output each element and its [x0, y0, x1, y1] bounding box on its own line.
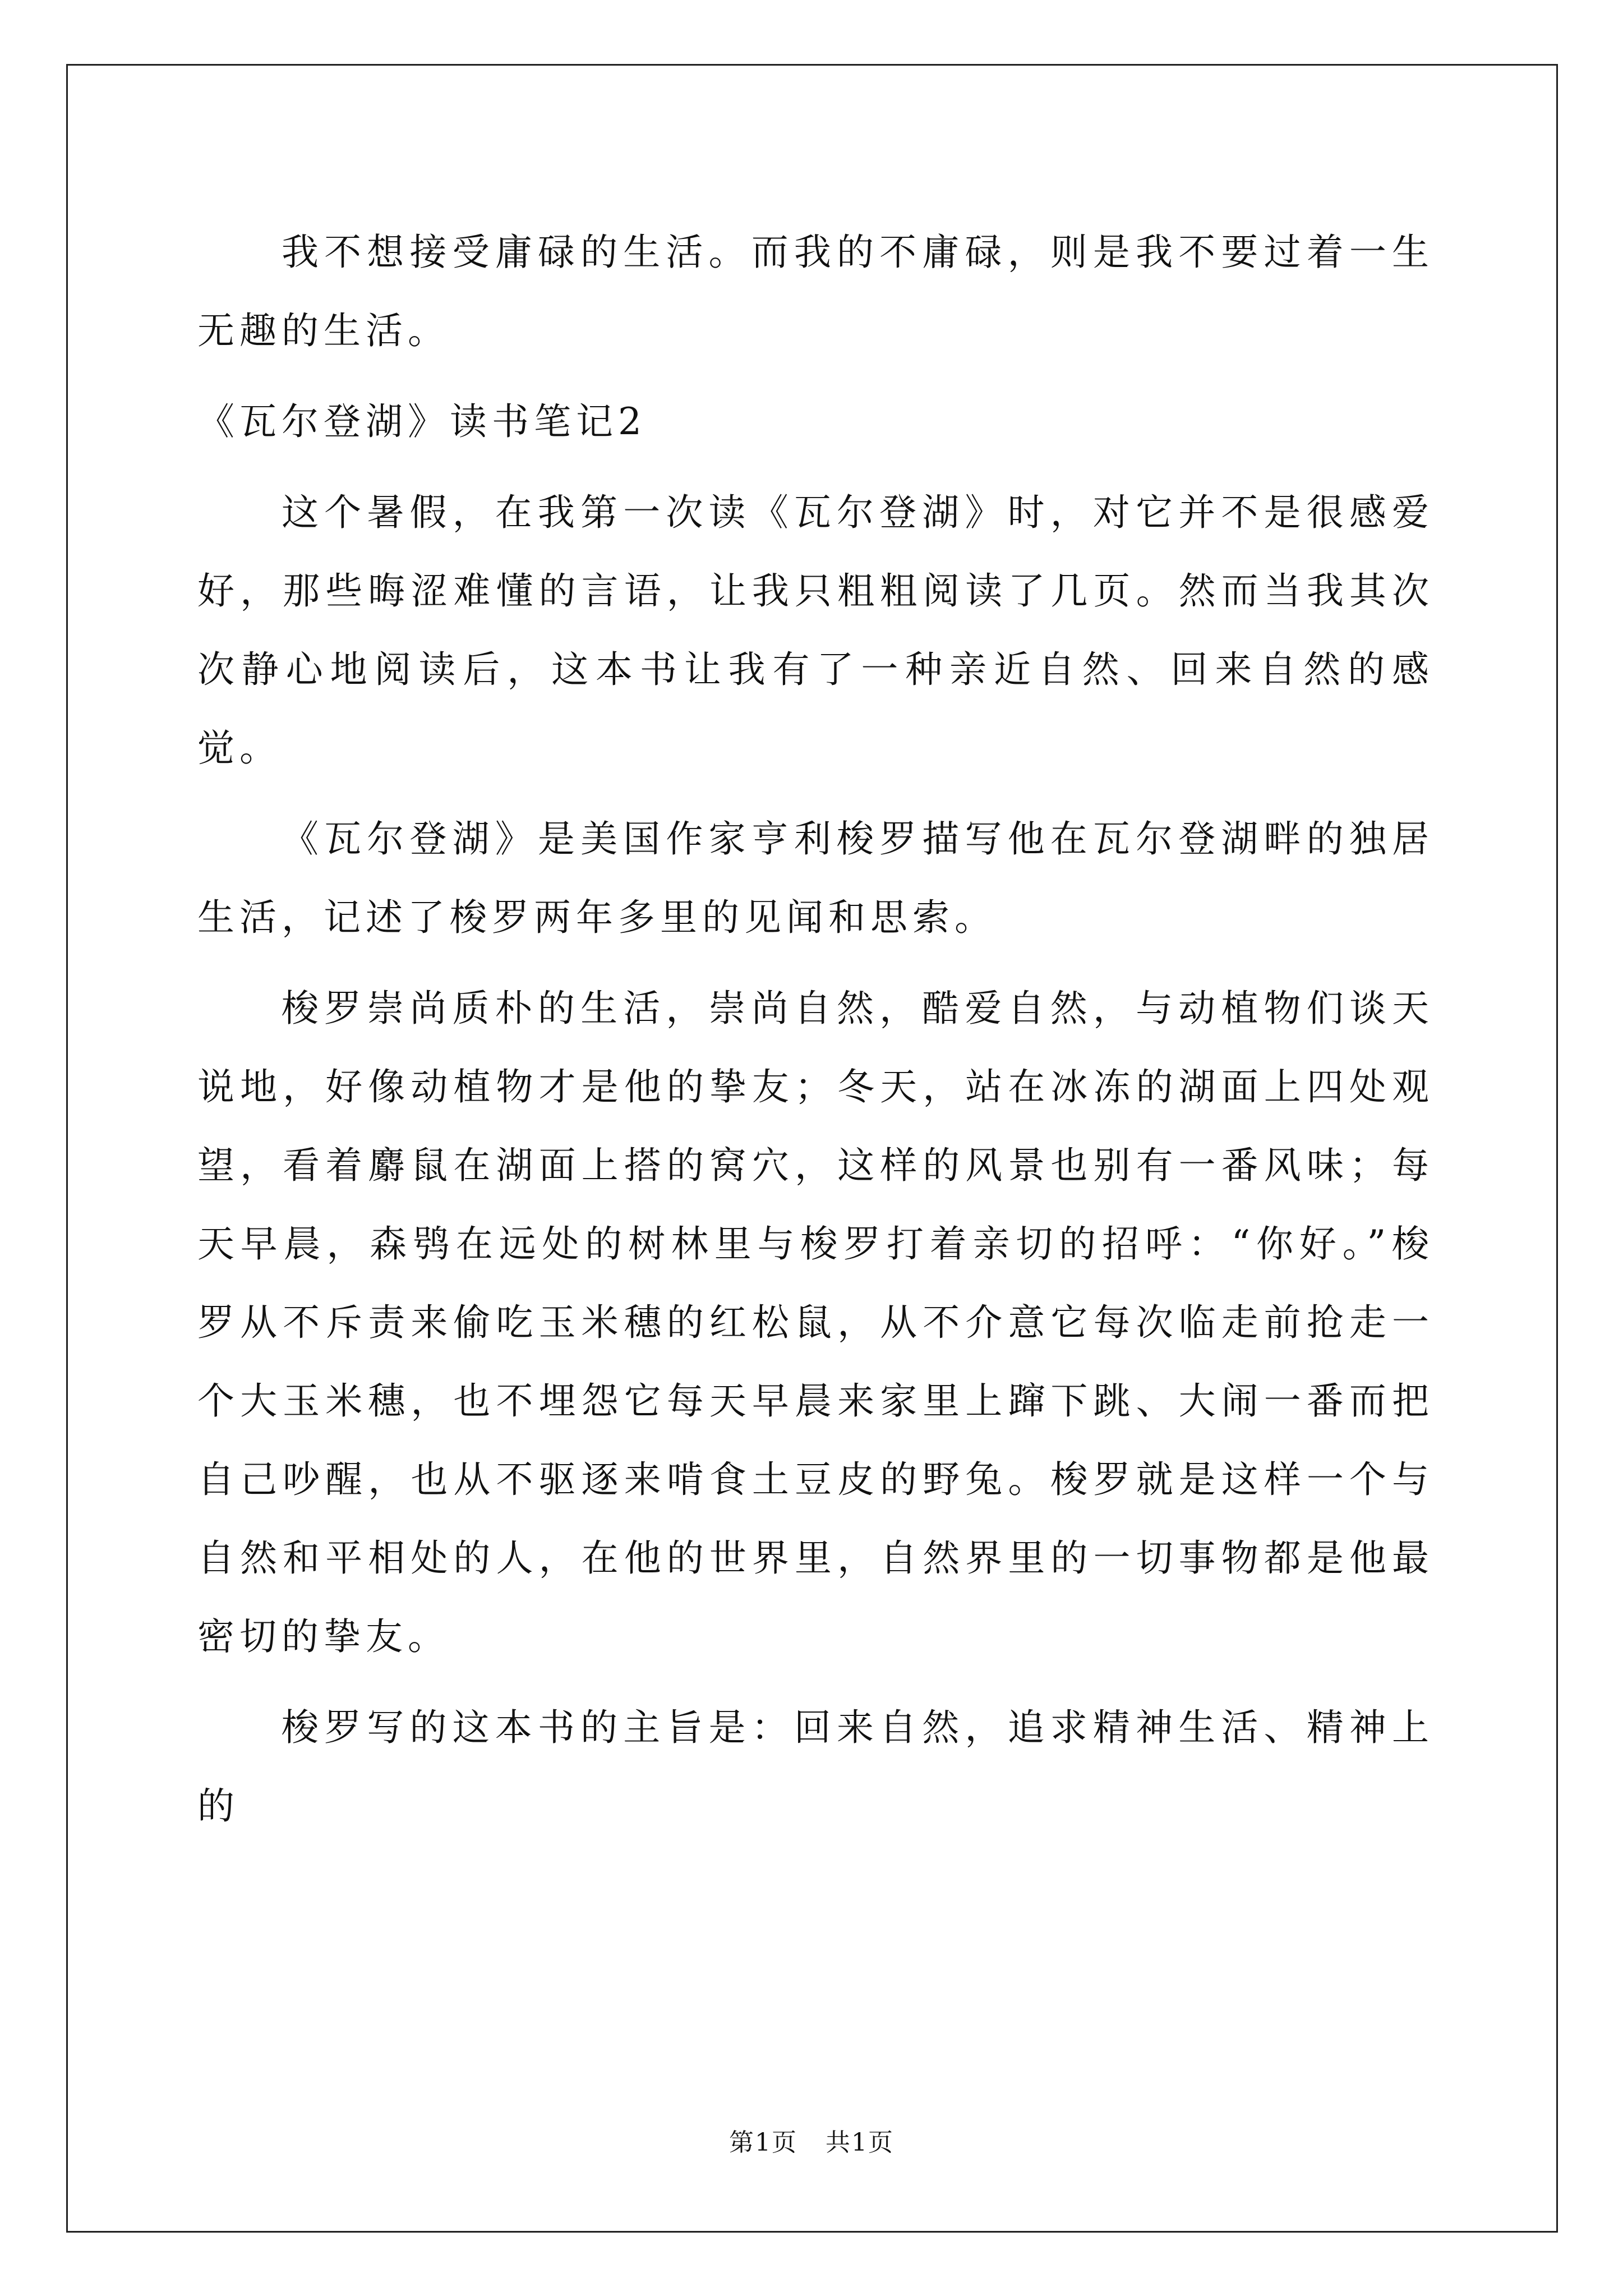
section-heading: 《瓦尔登湖》读书笔记2: [197, 400, 647, 443]
paragraph-first-reading: 这个暑假，在我第一次读《瓦尔登湖》时，对它并不是很感爱好，那些晦涩难懂的言语，让我只粗粗阅读了几页。然而当我其次次静心地阅读后，这本书让我有了一种亲近自然、回来自然的感觉。: [197, 491, 1434, 770]
paragraph-nature-life: 梭罗崇尚质朴的生活，崇尚自然，酷爱自然，与动植物们谈天说地，好像动植物才是他的挚友；冬天，站在冰冻的湖面上四处观望，看着麝鼠在湖面上搭的窝穴，这样的风景也别有一番风味；每天早晨，森鸮在远处的树林里与梭罗打着亲切的招呼：“你好。”梭罗从不斥责来偷吃玉米穗的红松鼠，从不介意它每次临走前抢走一个大玉米穗，也不埋怨它每天早晨来家里上蹿下跳、大闹一番而把自己吵醒，也从不驱逐来啃食土豆皮的野兔。梭罗就是这样一个与自然和平相处的人，在他的世界里，自然界里的一切事物都是他最密切的挚友。: [197, 987, 1434, 1658]
document-body: [197, 213, 1434, 1846]
page-total: 共1页: [826, 2128, 894, 2157]
paragraph-theme: 梭罗写的这本书的主旨是：回来自然，追求精神生活、精神上的: [197, 1706, 1434, 1828]
paragraph-book-intro: 《瓦尔登湖》是美国作家亨利梭罗描写他在瓦尔登湖畔的独居生活，记述了梭罗两年多里的见闻和思索。: [197, 817, 1434, 939]
paragraph-closing-line: 我不想接受庸碌的生活。而我的不庸碌，则是我不要过着一生无趣的生活。: [197, 231, 1434, 352]
page-number: 第1页: [729, 2128, 797, 2157]
page-footer: [0, 2126, 1623, 2160]
